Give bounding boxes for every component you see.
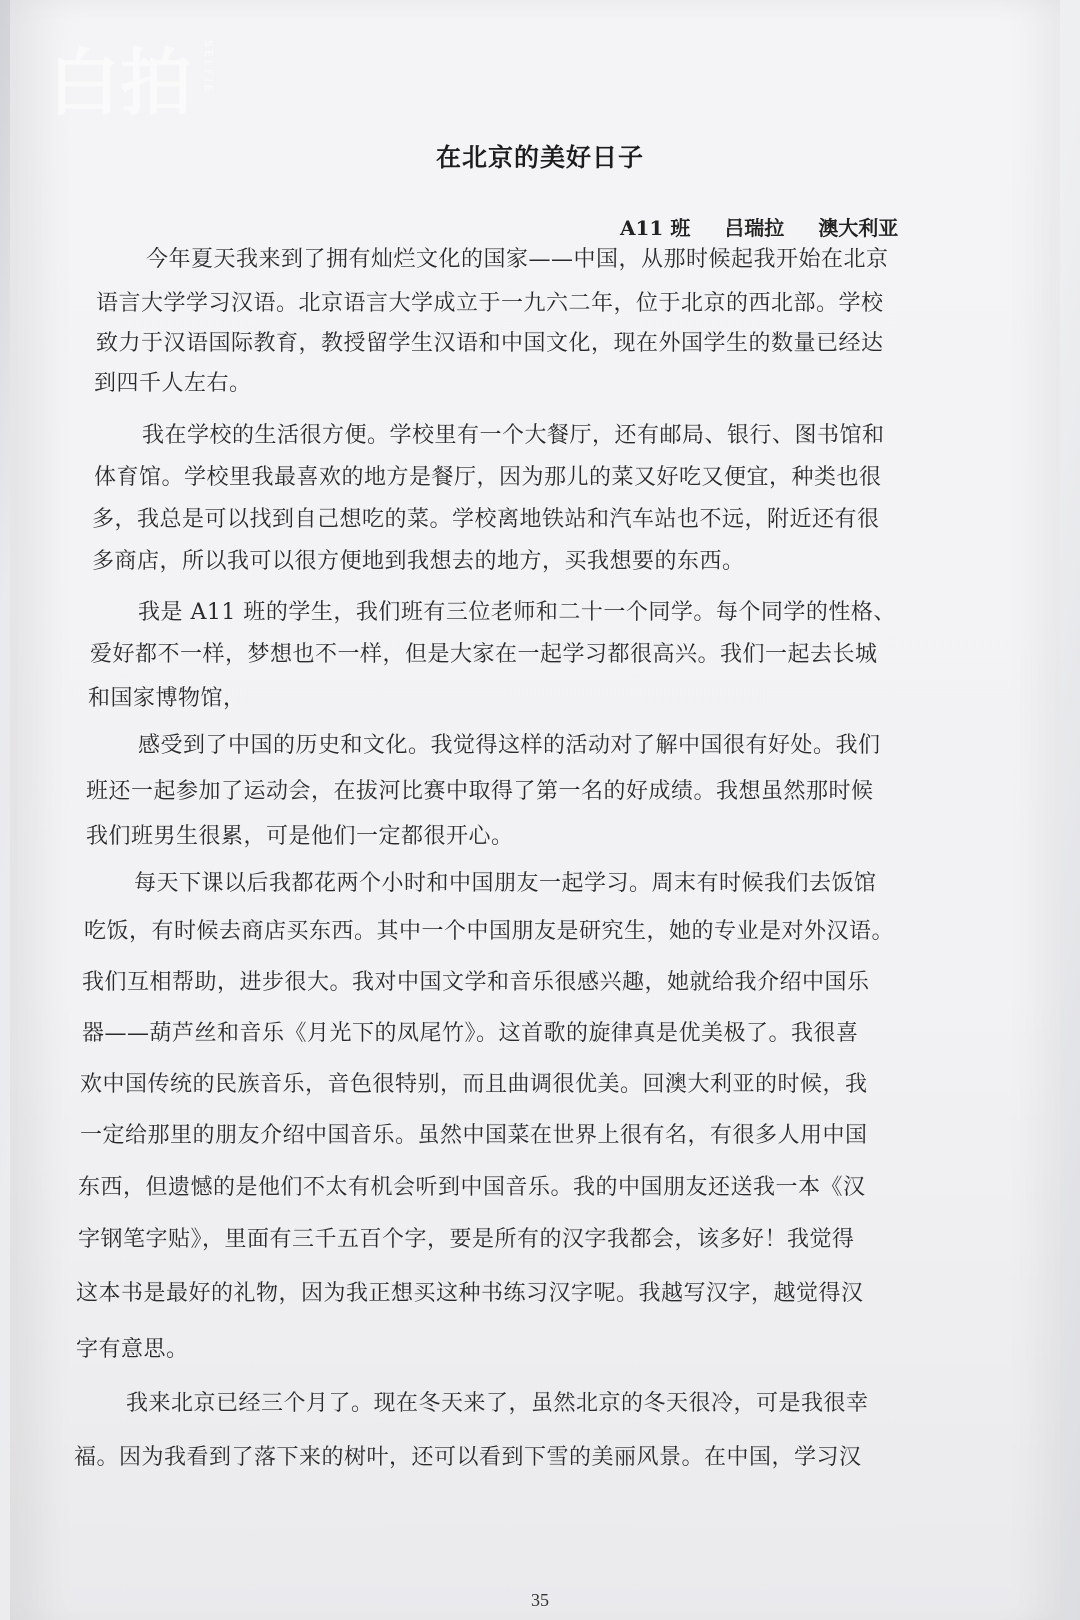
text-line: 每天下课以后我都花两个小时和中国朋友一起学习。周末有时候我们去饭馆 <box>134 871 877 896</box>
text-line: 我在学校的生活很方便。学校里有一个大餐厅，还有邮局、银行、图书馆和 <box>142 423 885 448</box>
text-line: 多，我总是可以找到自己想吃的菜。学校离地铁站和汽车站也不远，附近还有很 <box>92 507 880 532</box>
byline-author: 吕瑞拉 <box>724 216 785 240</box>
text-line: 欢中国传统的民族音乐，音色很特别，而且曲调很优美。回澳大利亚的时候，我 <box>80 1072 868 1097</box>
text-line: 到四千人左右。 <box>94 371 252 396</box>
text-line: 福。因为我看到了落下来的树叶，还可以看到下雪的美丽风景。在中国，学习汉 <box>74 1445 862 1470</box>
byline <box>620 212 898 241</box>
text-line: 和国家博物馆， <box>88 686 246 711</box>
text-line: 体育馆。学校里我最喜欢的地方是餐厅，因为那儿的菜又好吃又便宜，种类也很 <box>94 465 882 490</box>
watermark-logo-text: 白拍 <box>48 41 193 120</box>
text-line: 多商店，所以我可以很方便地到我想去的地方，买我想要的东西。 <box>92 549 745 574</box>
text-line: 爱好都不一样，梦想也不一样，但是大家在一起学习都很高兴。我们一起去长城 <box>90 642 878 667</box>
text-line: 这本书是最好的礼物，因为我正想买这种书练习汉字呢。我越写汉字，越觉得汉 <box>76 1281 864 1306</box>
page-number: 35 <box>531 1590 549 1610</box>
text-line: 东西，但遗憾的是他们不太有机会听到中国音乐。我的中国朋友还送我一本《汉 <box>78 1175 866 1200</box>
watermark-subtext: SELFIE <box>202 40 215 95</box>
text-line: 我们班男生很累，可是他们一定都很开心。 <box>86 824 514 849</box>
text-line: 感受到了中国的历史和文化。我觉得这样的活动对了解中国很有好处。我们 <box>138 733 881 758</box>
text-line: 今年夏天我来到了拥有灿烂文化的国家——中国，从那时候起我开始在北京 <box>146 247 889 272</box>
byline-class: A11 班 <box>620 216 691 240</box>
text-line: 器——葫芦丝和音乐《月光下的凤尾竹》。这首歌的旋律真是优美极了。我很喜 <box>82 1021 859 1046</box>
watermark-logo <box>48 38 198 120</box>
watermark <box>48 38 215 120</box>
text-line: 我们互相帮助，进步很大。我对中国文学和音乐很感兴趣，她就给我介绍中国乐 <box>82 970 870 995</box>
text-line: 我是 A11 班的学生，我们班有三位老师和二十一个同学。每个同学的性格、 <box>138 600 896 625</box>
text-line: 致力于汉语国际教育，教授留学生汉语和中国文化，现在外国学生的数量已经达 <box>96 331 884 356</box>
text-line: 班还一起参加了运动会，在拔河比赛中取得了第一名的好成绩。我想虽然那时候 <box>86 779 874 804</box>
text-line: 吃饭，有时候去商店买东西。其中一个中国朋友是研究生，她的专业是对外汉语。 <box>84 919 895 944</box>
text-line: 语言大学学习汉语。北京语言大学成立于一九六二年，位于北京的西北部。学校 <box>96 291 884 316</box>
article-title: 在北京的美好日子 <box>435 143 644 172</box>
text-line: 字有意思。 <box>76 1337 189 1362</box>
byline-country: 澳大利亚 <box>818 216 899 240</box>
text-line: 一定给那里的朋友介绍中国音乐。虽然中国菜在世界上很有名，有很多人用中国 <box>80 1123 868 1148</box>
text-line: 字钢笔字贴》，里面有三千五百个字，要是所有的汉字我都会，该多好！我觉得 <box>78 1227 855 1252</box>
text-line: 我来北京已经三个月了。现在冬天来了，虽然北京的冬天很冷，可是我很幸 <box>126 1391 869 1416</box>
